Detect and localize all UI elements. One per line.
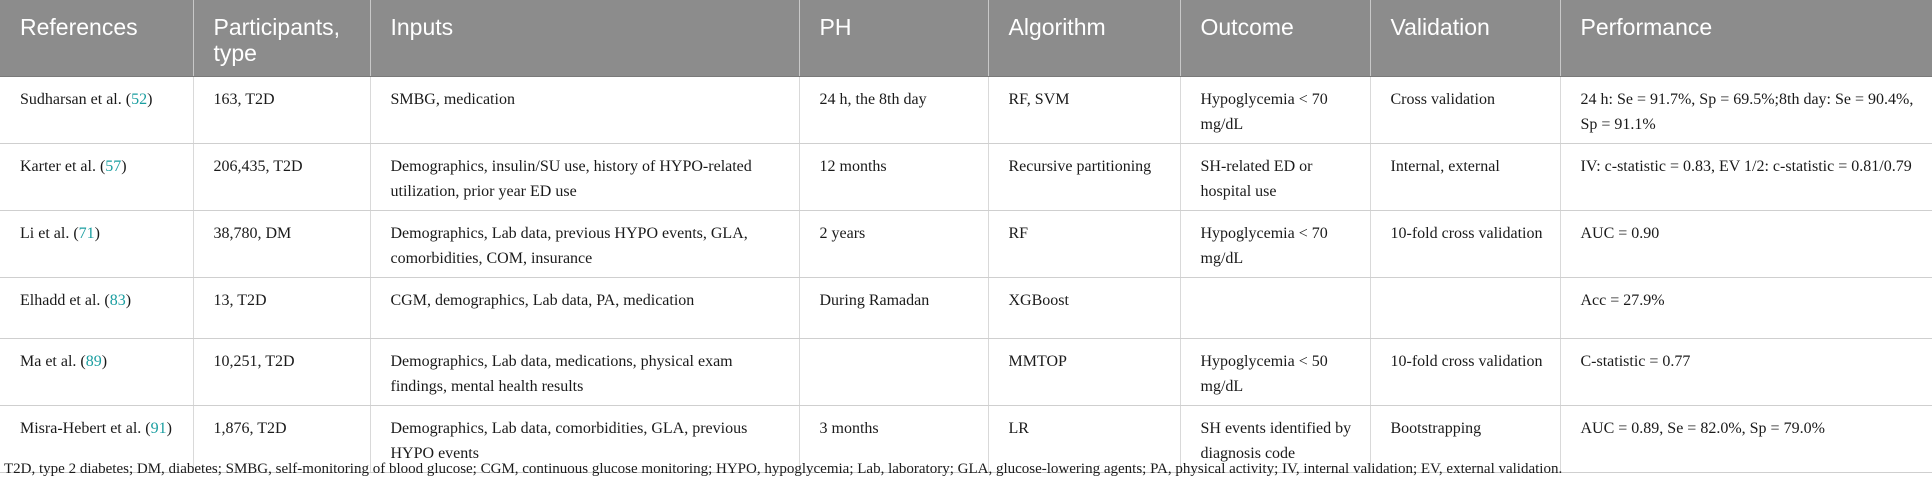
cell-outcome: Hypoglycemia < 70 mg/dL: [1180, 77, 1370, 144]
cell-outcome: Hypoglycemia < 50 mg/dL: [1180, 339, 1370, 406]
citation-link[interactable]: 57: [105, 158, 122, 175]
cell-outcome: [1180, 278, 1370, 339]
cell-participants: 10,251, T2D: [193, 339, 370, 406]
cell-reference: Li et al. (71): [0, 211, 193, 278]
cell-outcome: Hypoglycemia < 70 mg/dL: [1180, 211, 1370, 278]
table-row: [0, 278, 1932, 339]
cell-reference: Misra-Hebert et al. (91): [0, 406, 193, 473]
cell-participants: 13, T2D: [193, 278, 370, 339]
cell-algorithm: RF: [988, 211, 1180, 278]
table-row: [0, 77, 1932, 144]
reference-name: Karter et al.: [20, 158, 96, 175]
cell-algorithm: Recursive partitioning: [988, 144, 1180, 211]
cell-reference: Sudharsan et al. (52): [0, 77, 193, 144]
header-algorithm: Algorithm: [988, 0, 1180, 77]
cell-ph: During Ramadan: [799, 278, 988, 339]
cell-inputs: Demographics, Lab data, medications, physical exam findings, mental health results: [370, 339, 799, 406]
cell-ph: [799, 339, 988, 406]
citation-link[interactable]: 52: [131, 91, 148, 108]
cell-validation: 10-fold cross validation: [1370, 211, 1560, 278]
cell-performance: 24 h: Se = 91.7%, Sp = 69.5%;8th day: Se = 90.4%, Sp = 91.1%: [1560, 77, 1932, 144]
cell-performance: IV: c-statistic = 0.83, EV 1/2: c-statistic = 0.81/0.79: [1560, 144, 1932, 211]
cell-inputs: Demographics, insulin/SU use, history of HYPO-related utilization, prior year ED use: [370, 144, 799, 211]
cell-algorithm: MMTOP: [988, 339, 1180, 406]
table-footnote: T2D, type 2 diabetes; DM, diabetes; SMBG, self-monitoring of blood glucose; CGM, continuous glucose monitoring; HYPO, hypoglycemia; Lab, laboratory; GLA, glucose-lowering agents; PA, physical activity; IV, internal validation; EV, external validation.: [4, 461, 1563, 477]
cell-validation: Cross validation: [1370, 77, 1560, 144]
cell-ph: 3 months: [799, 406, 988, 473]
header-validation: Validation: [1370, 0, 1560, 77]
cell-participants: 163, T2D: [193, 77, 370, 144]
cell-validation: Internal, external: [1370, 144, 1560, 211]
cell-ph: 2 years: [799, 211, 988, 278]
cell-participants: 1,876, T2D: [193, 406, 370, 473]
cell-validation: [1370, 278, 1560, 339]
header-references: References: [0, 0, 193, 77]
cell-reference: Elhadd et al. (83): [0, 278, 193, 339]
cell-algorithm: RF, SVM: [988, 77, 1180, 144]
citation-link[interactable]: 71: [78, 225, 95, 242]
cell-participants: 206,435, T2D: [193, 144, 370, 211]
reference-name: Li et al.: [20, 225, 70, 242]
header-outcome: Outcome: [1180, 0, 1370, 77]
header-participants: Participants, type: [193, 0, 370, 77]
cell-inputs: Demographics, Lab data, previous HYPO events, GLA, comorbidities, COM, insurance: [370, 211, 799, 278]
cell-outcome: SH events identified by diagnosis code: [1180, 406, 1370, 473]
cell-validation: Bootstrapping: [1370, 406, 1560, 473]
citation-link[interactable]: 83: [109, 292, 126, 309]
cell-performance: AUC = 0.89, Se = 82.0%, Sp = 79.0%: [1560, 406, 1932, 473]
reference-name: Elhadd et al.: [20, 292, 101, 309]
header-performance: Performance: [1560, 0, 1932, 77]
cell-algorithm: LR: [988, 406, 1180, 473]
cell-inputs: Demographics, Lab data, comorbidities, GLA, previous HYPO events: [370, 406, 799, 473]
cell-reference: Ma et al. (89): [0, 339, 193, 406]
citation-link[interactable]: 89: [85, 353, 102, 370]
table-row: [0, 339, 1932, 406]
header-ph: PH: [799, 0, 988, 77]
header-inputs: Inputs: [370, 0, 799, 77]
cell-ph: 24 h, the 8th day: [799, 77, 988, 144]
cell-outcome: SH-related ED or hospital use: [1180, 144, 1370, 211]
cell-reference: Karter et al. (57): [0, 144, 193, 211]
table-row: [0, 144, 1932, 211]
cell-performance: C-statistic = 0.77: [1560, 339, 1932, 406]
table-header-row: [0, 0, 1932, 77]
cell-inputs: SMBG, medication: [370, 77, 799, 144]
cell-participants: 38,780, DM: [193, 211, 370, 278]
reference-name: Misra-Hebert et al.: [20, 420, 142, 437]
reference-name: Sudharsan et al.: [20, 91, 122, 108]
cell-ph: 12 months: [799, 144, 988, 211]
cell-algorithm: XGBoost: [988, 278, 1180, 339]
cell-performance: Acc = 27.9%: [1560, 278, 1932, 339]
reference-name: Ma et al.: [20, 353, 77, 370]
cell-validation: 10-fold cross validation: [1370, 339, 1560, 406]
cell-inputs: CGM, demographics, Lab data, PA, medication: [370, 278, 799, 339]
table-row: [0, 211, 1932, 278]
citation-link[interactable]: 91: [150, 420, 167, 437]
cell-performance: AUC = 0.90: [1560, 211, 1932, 278]
